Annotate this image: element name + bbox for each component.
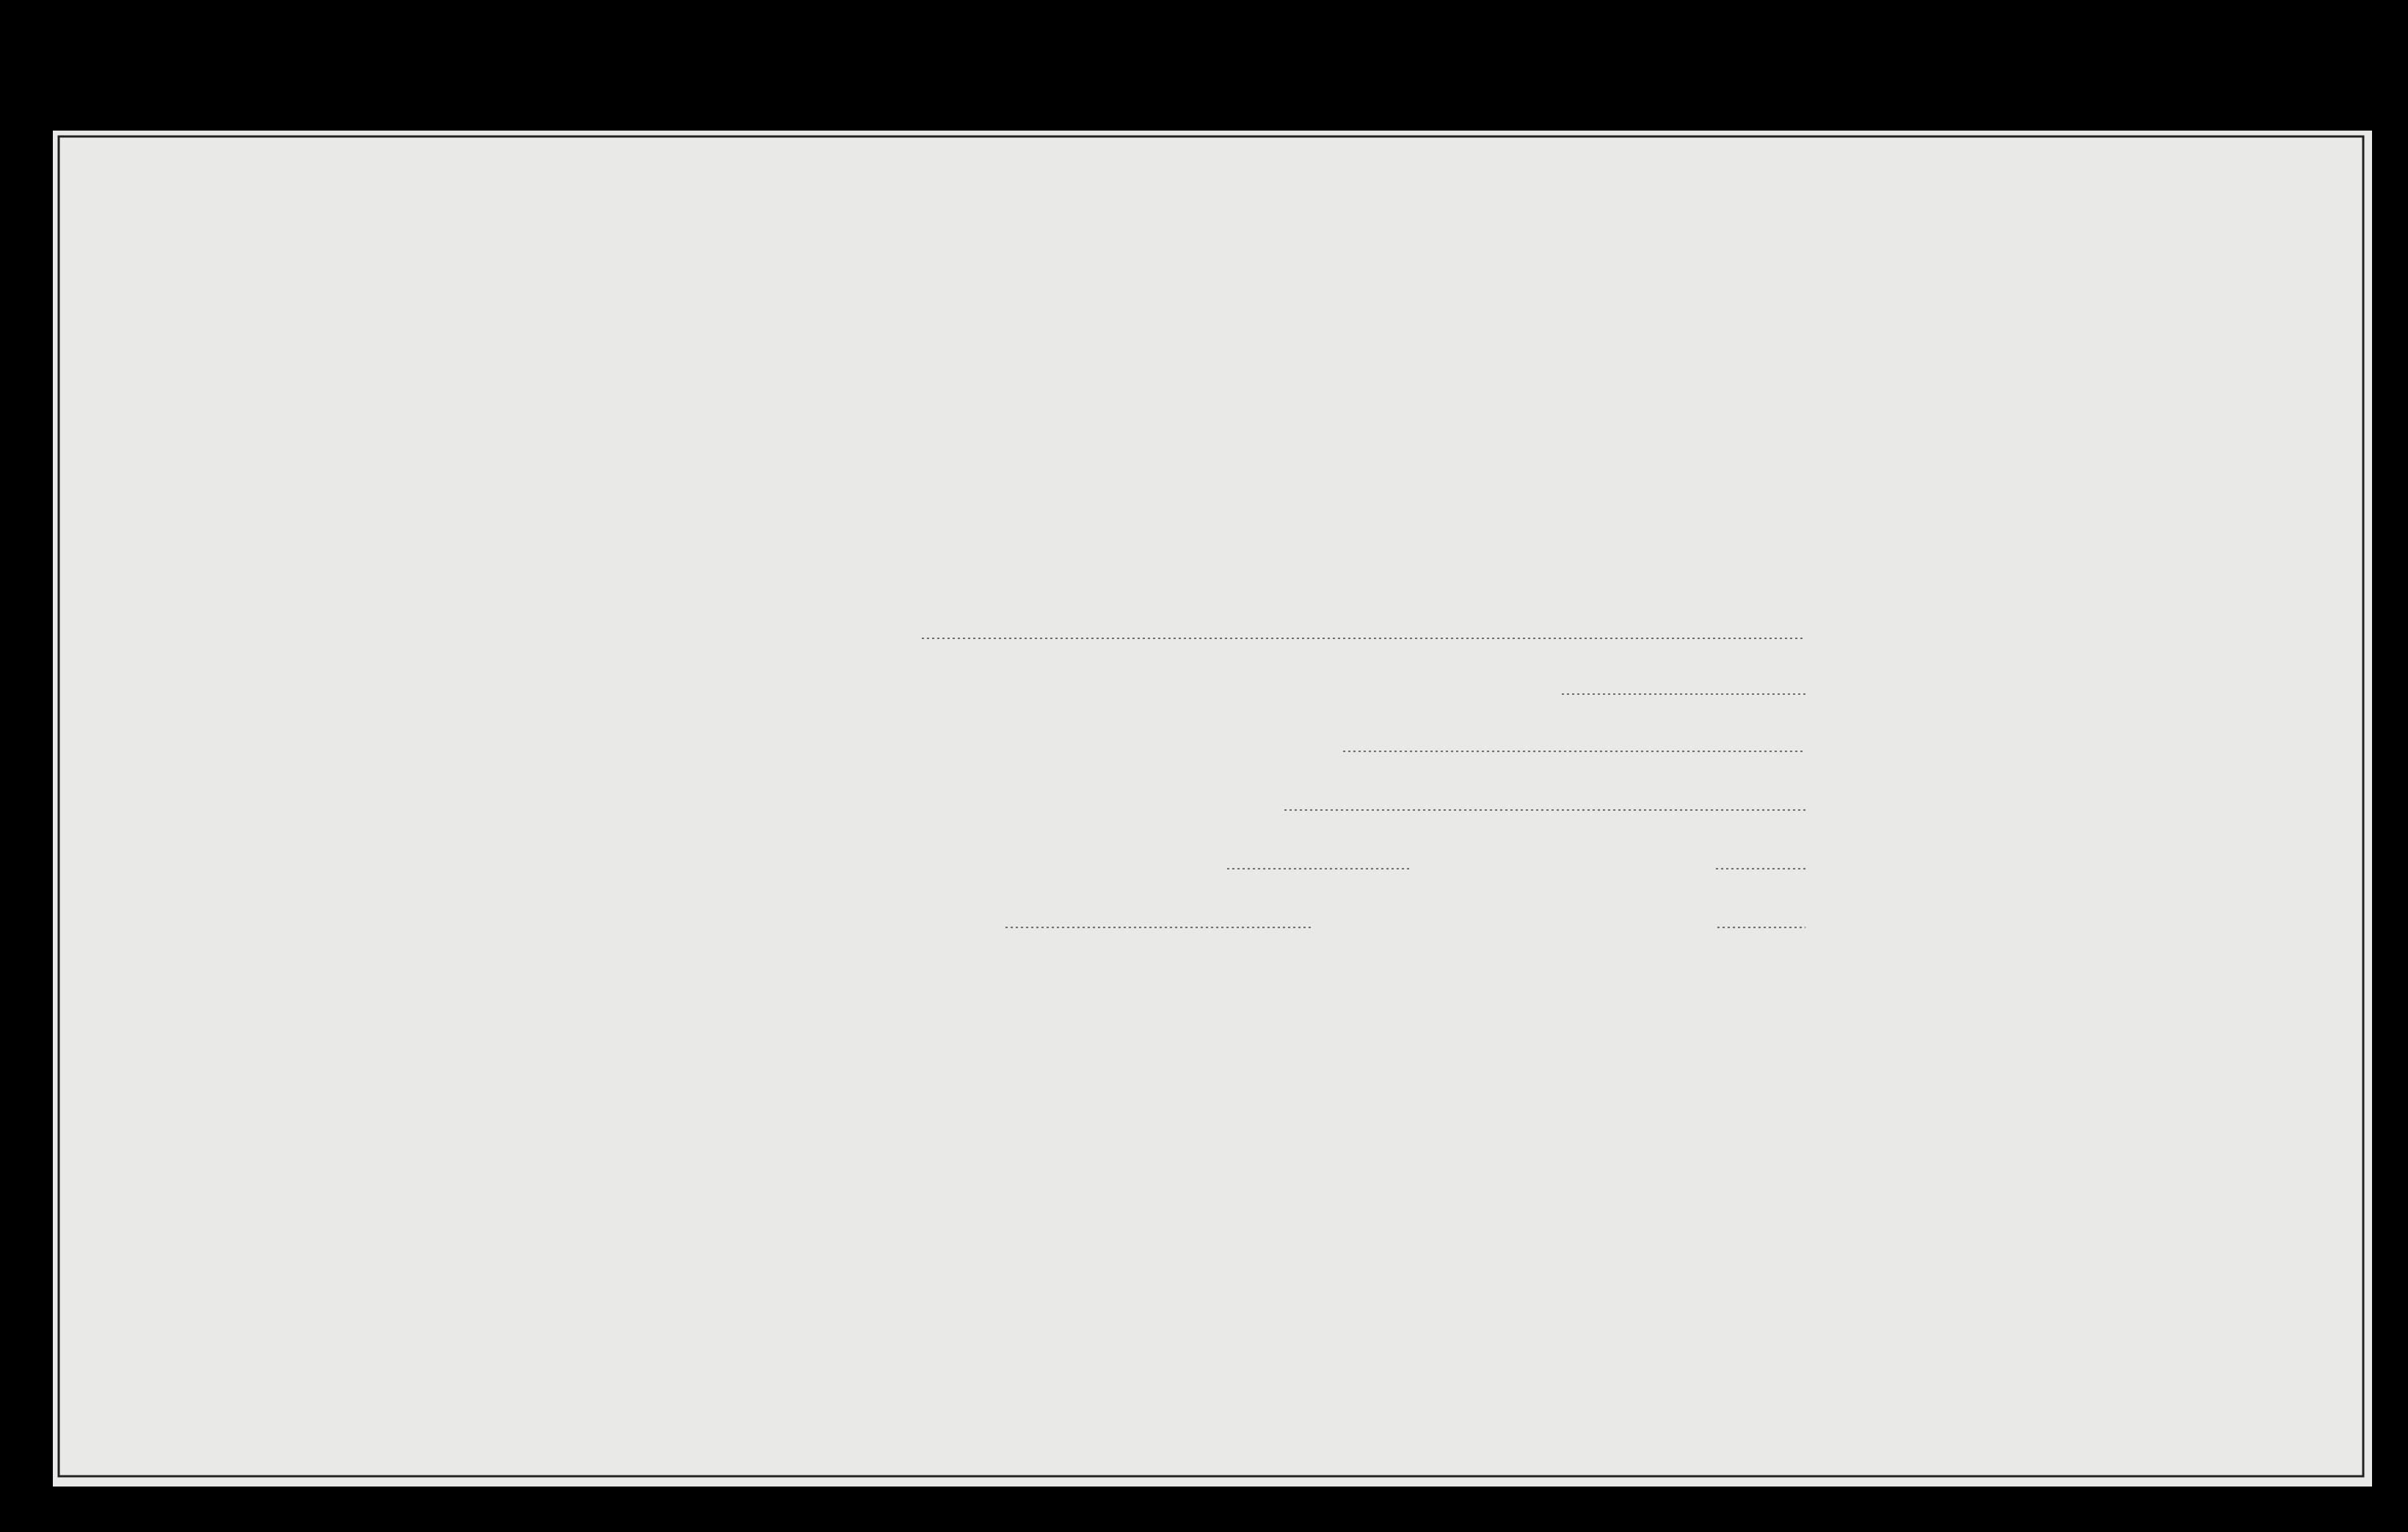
paper-background <box>53 131 2372 1487</box>
